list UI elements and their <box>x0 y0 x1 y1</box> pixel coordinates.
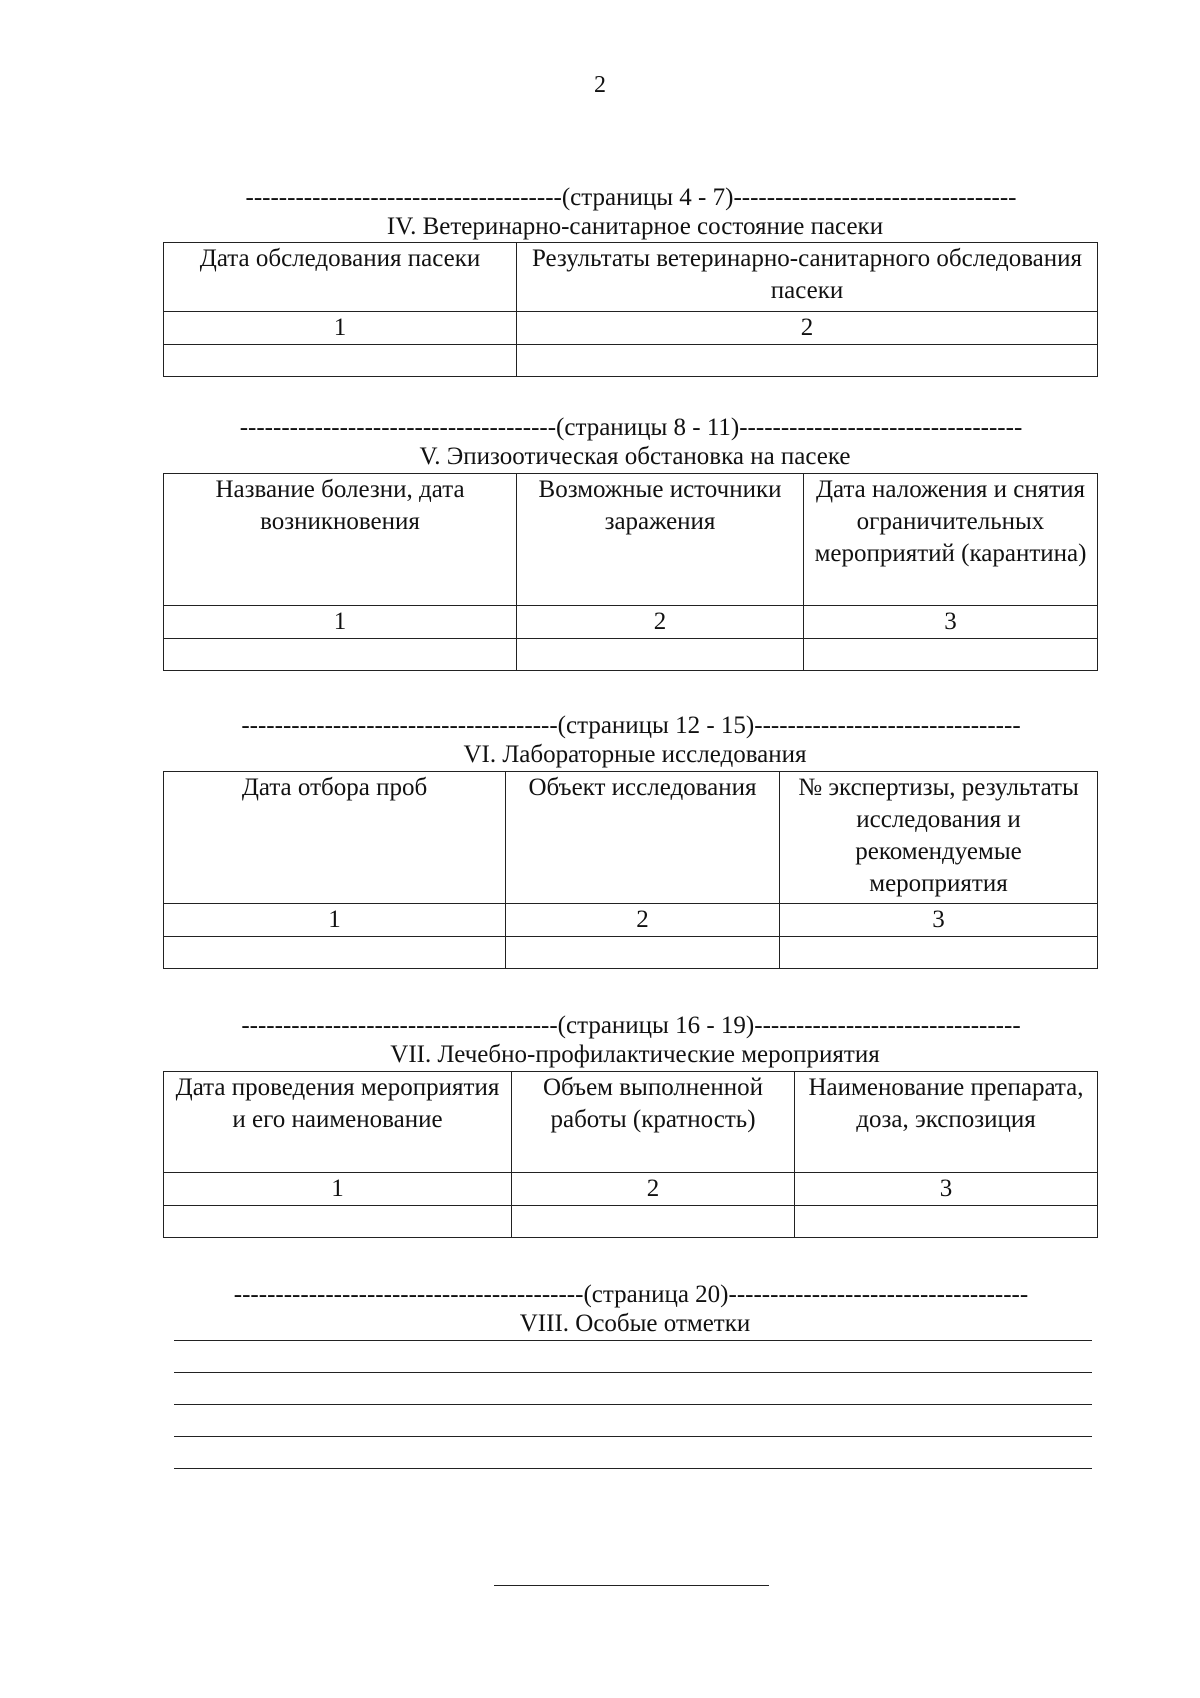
empty-cell[interactable] <box>512 1206 795 1238</box>
empty-cell[interactable] <box>164 937 506 969</box>
separator-section-8: ------------------------------------------(страница 20)------------------------------------ <box>233 1281 1029 1308</box>
empty-entry-row <box>164 937 1098 969</box>
column-number: 2 <box>517 606 804 639</box>
column-number: 1 <box>164 312 517 345</box>
table-header-row <box>164 243 1098 312</box>
empty-cell[interactable] <box>164 345 517 377</box>
table-section-5 <box>163 473 1098 671</box>
table-section-7 <box>163 1071 1098 1238</box>
page-number: 2 <box>594 72 606 98</box>
column-header: Возможные источники заражения <box>517 474 804 606</box>
column-header: Дата обследования пасеки <box>164 243 517 312</box>
column-number: 1 <box>164 606 517 639</box>
section-title-8: VIII. Особые отметки <box>519 1310 751 1337</box>
column-header: Название болезни, дата возникновения <box>164 474 517 606</box>
empty-entry-row <box>164 1206 1098 1238</box>
column-header: Объем выполненной работы (кратность) <box>512 1072 795 1173</box>
section-title-6: VI. Лабораторные исследования <box>463 741 807 768</box>
notes-line[interactable] <box>174 1468 1092 1469</box>
column-number: 3 <box>795 1173 1098 1206</box>
separator-section-7: --------------------------------------(страницы 16 - 19)-------------------------------- <box>241 1012 1021 1039</box>
column-number: 2 <box>506 904 780 937</box>
empty-entry-row <box>164 345 1098 377</box>
separator-section-4: --------------------------------------(страницы 4 - 7)---------------------------------- <box>245 184 1017 211</box>
column-header: Результаты ветеринарно-санитарного обследования пасеки <box>517 243 1098 312</box>
empty-cell[interactable] <box>164 639 517 671</box>
column-header: Дата наложения и снятия ограничительных мероприятий (карантина) <box>804 474 1098 606</box>
column-header: Наименование препарата, доза, экспозиция <box>795 1072 1098 1173</box>
section-title-5: V. Эпизоотическая обстановка на пасеке <box>419 443 851 470</box>
table-section-6 <box>163 771 1098 969</box>
notes-line[interactable] <box>174 1372 1092 1373</box>
notes-line[interactable] <box>174 1436 1092 1437</box>
empty-cell[interactable] <box>517 345 1098 377</box>
column-header: № экспертизы, результаты исследования и рекомендуемые мероприятия <box>780 772 1098 904</box>
notes-line[interactable] <box>174 1404 1092 1405</box>
empty-cell[interactable] <box>804 639 1098 671</box>
column-number: 2 <box>512 1173 795 1206</box>
empty-entry-row <box>164 639 1098 671</box>
column-number: 3 <box>804 606 1098 639</box>
column-number: 2 <box>517 312 1098 345</box>
empty-cell[interactable] <box>506 937 780 969</box>
separator-section-6: --------------------------------------(страницы 12 - 15)-------------------------------- <box>241 712 1021 739</box>
empty-cell[interactable] <box>795 1206 1098 1238</box>
notes-line[interactable] <box>174 1340 1092 1341</box>
column-number: 3 <box>780 904 1098 937</box>
table-header-row <box>164 474 1098 606</box>
section-title-4: IV. Ветеринарно-санитарное состояние пасеки <box>386 213 884 240</box>
empty-cell[interactable] <box>517 639 804 671</box>
table-header-row <box>164 1072 1098 1173</box>
table-section-4 <box>163 242 1098 377</box>
column-number: 1 <box>164 1173 512 1206</box>
column-number-row <box>164 1173 1098 1206</box>
column-header: Объект исследования <box>506 772 780 904</box>
column-number-row <box>164 606 1098 639</box>
separator-section-5: --------------------------------------(страницы 8 - 11)---------------------------------- <box>239 414 1023 441</box>
table-header-row <box>164 772 1098 904</box>
column-header: Дата проведения мероприятия и его наименование <box>164 1072 512 1173</box>
empty-cell[interactable] <box>780 937 1098 969</box>
empty-cell[interactable] <box>164 1206 512 1238</box>
column-number-row <box>164 904 1098 937</box>
section-title-7: VII. Лечебно-профилактические мероприятия <box>390 1041 880 1068</box>
column-header: Дата отбора проб <box>164 772 506 904</box>
column-number: 1 <box>164 904 506 937</box>
end-of-document-line <box>494 1585 769 1586</box>
column-number-row <box>164 312 1098 345</box>
